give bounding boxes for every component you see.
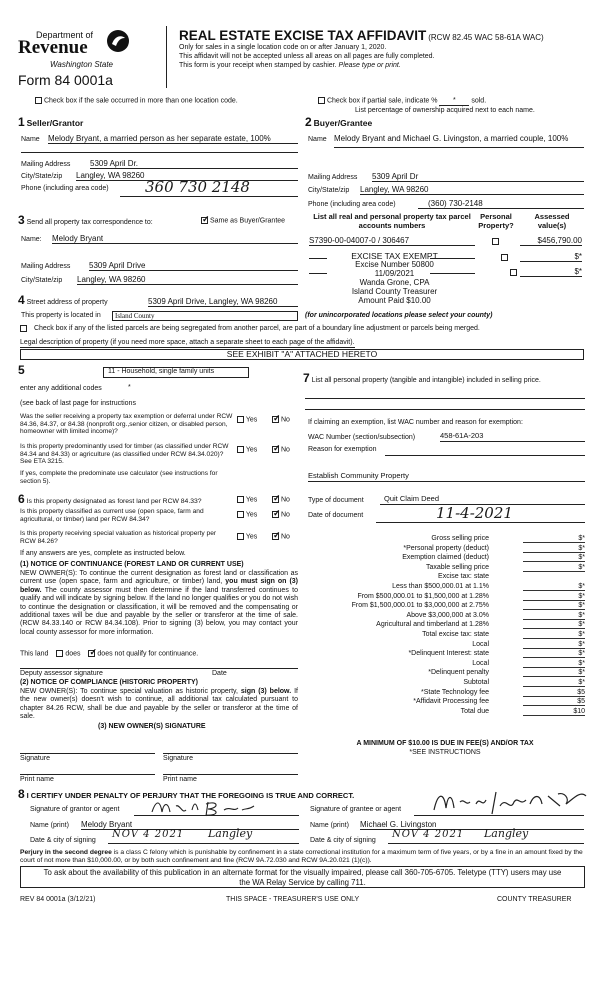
land-label: This land bbox=[20, 650, 49, 658]
street-label: Street address of property bbox=[26, 299, 108, 306]
calc-row-value[interactable]: $* bbox=[523, 621, 585, 629]
s5-q2: Is this property predominantly used for timber (as classified under RCW 84.34 and 84.33) or agriculture (as classified under RCW 84.34.020)? See ETA 3215. bbox=[20, 443, 229, 466]
s5-q2-no-box[interactable] bbox=[272, 446, 279, 453]
buyer-city-field[interactable]: Langley, WA 98260 bbox=[360, 185, 584, 195]
partial-sale-label: Check box if partial sale, indicate % bbox=[326, 97, 438, 105]
s6-q2-yes[interactable] bbox=[237, 511, 257, 519]
new-owner-print-1-line[interactable] bbox=[20, 774, 155, 775]
new-owner-sig-1-label: Signature bbox=[20, 755, 50, 762]
grantor-name-field[interactable]: Melody Bryant bbox=[81, 820, 299, 830]
segregated-checkbox[interactable] bbox=[20, 325, 27, 332]
s6-q2-no[interactable] bbox=[272, 511, 290, 519]
grantor-date-value: NOV 4 2021 bbox=[112, 829, 185, 840]
exempt-label: If claiming an exemption, list WAC number and reason for exemption: bbox=[308, 419, 523, 426]
partial-sale-sold: sold. bbox=[471, 97, 487, 105]
calc-row-label: Local bbox=[472, 640, 489, 648]
calc-row-label: Total due bbox=[460, 707, 489, 715]
stamp-line-3: 11/09/2021 bbox=[374, 269, 415, 279]
stamp-line-2: Excise Number 50800 bbox=[355, 260, 434, 270]
calc-row-value[interactable]: $* bbox=[523, 564, 585, 572]
header-note-3-italic: Please type or print. bbox=[338, 62, 401, 69]
grantee-date-value: NOV 4 2021 bbox=[392, 829, 465, 840]
calc-row-value[interactable]: $* bbox=[523, 679, 585, 687]
calc-row-value[interactable]: $* bbox=[523, 535, 585, 543]
s5-q1-no[interactable] bbox=[272, 416, 290, 424]
s6-q2-yes-label: Yes bbox=[245, 511, 258, 519]
partial-sale-check[interactable] bbox=[318, 97, 486, 106]
grantor-sig-label: Signature of grantor or agent bbox=[30, 806, 120, 813]
notice-2-heading: (2) NOTICE OF COMPLIANCE (HISTORIC PROPERTY) bbox=[20, 679, 198, 686]
doc-type-label: Type of document bbox=[308, 497, 364, 504]
personal-prop-checkbox-2[interactable] bbox=[501, 254, 508, 261]
land-does-box[interactable] bbox=[56, 650, 63, 657]
perjury-text: is a class C felony which is punishable by confinement in a state correctional institution for a maximum term of five years, or by a fine in an amount fixed by the court of not more than $10,000.00, or by both such confinement and fine (RCW 9A.72.030 and RCW 9A.20.021 (1)(c)). bbox=[20, 849, 583, 865]
assessed-value-2[interactable]: $* bbox=[520, 252, 582, 262]
buyer-heading-label: Buyer/Grantee bbox=[313, 118, 373, 128]
legal-label: Legal description of property (if you need more space, attach a separate sheet to each page of the affidavit). bbox=[20, 339, 355, 348]
personal-prop-checkbox-1[interactable] bbox=[492, 238, 499, 245]
header-note-2: This affidavit will not be accepted unless all areas on all pages are fully completed. bbox=[179, 53, 435, 60]
grantee-sig-label: Signature of grantee or agent bbox=[310, 806, 402, 813]
calc-row-value[interactable] bbox=[523, 573, 585, 581]
new-owner-print-2-label: Print name bbox=[163, 776, 197, 783]
personal-prop-checkbox-3[interactable] bbox=[510, 269, 517, 276]
buyer-name-field[interactable]: Melody Bryant and Michael G. Livingston, a married couple, 100% bbox=[334, 134, 584, 148]
corr-name-label: Name: bbox=[21, 236, 42, 243]
stamp-line-1: EXCISE TAX EXEMPT bbox=[351, 251, 438, 261]
calc-row-label: *Affidavit Processing fee bbox=[413, 698, 489, 706]
buyer-phone-field[interactable]: (360) 730-2148 bbox=[418, 199, 584, 209]
s5-q2-no[interactable] bbox=[272, 446, 290, 454]
section-5-number: 5 bbox=[18, 363, 25, 377]
logo-state: Washington State bbox=[50, 60, 114, 69]
calc-row-label: Less than $500,000.01 at 1.1% bbox=[392, 583, 489, 590]
s6-q2-no-label: No bbox=[280, 511, 290, 519]
footer-county: COUNTY TREASURER bbox=[497, 896, 572, 903]
deputy-sig-line[interactable] bbox=[20, 668, 298, 669]
stamp-line-6: Amount Paid $10.00 bbox=[358, 295, 431, 305]
grantor-city-value: Langley bbox=[208, 827, 253, 840]
s7-line-2[interactable] bbox=[305, 409, 585, 410]
notice-2-body-b: If the new owner(s) doesn't wish to continue, all additional tax calculated pursuant to chapter 84.26 RCW, shall be due and payable by the seller or transferor at the time of sale. bbox=[20, 688, 298, 721]
certify-text: I CERTIFY UNDER PENALTY OF PERJURY THAT THE FOREGOING IS TRUE AND CORRECT. bbox=[26, 791, 355, 800]
buyer-city-label: City/State/zip bbox=[308, 187, 350, 194]
s6-q1-yes-label: Yes bbox=[245, 496, 258, 504]
calc-row-value[interactable]: $* bbox=[523, 669, 585, 677]
section-8-number: 8 bbox=[18, 787, 25, 801]
grantee-date-label: Date & city of signing bbox=[310, 837, 376, 844]
calc-row-value[interactable]: $* bbox=[523, 593, 585, 601]
partial-sale-pct[interactable]: * bbox=[439, 97, 469, 106]
corr-mail-label: Mailing Address bbox=[21, 263, 71, 270]
unincorporated-note: (for unincorporated locations please select your county) bbox=[305, 312, 493, 319]
segregated-label: Check box if any of the listed parcels are being segregated from another parcel, are part of a boundary line adjustment or parcels being merged. bbox=[33, 325, 480, 333]
parcel-col-header: List all real and personal property tax parcel accounts numbers bbox=[313, 212, 471, 230]
logo-mark-icon bbox=[106, 29, 130, 53]
land-does-not-box[interactable] bbox=[88, 650, 95, 657]
reason-line[interactable] bbox=[385, 455, 585, 456]
s5-q1-no-label: No bbox=[280, 416, 290, 424]
s7-line-1[interactable] bbox=[305, 398, 585, 399]
see-back-note: (see back of last page for instructions bbox=[20, 400, 136, 407]
correspondence-heading bbox=[18, 214, 153, 228]
street-heading bbox=[18, 294, 108, 308]
seller-name-line2 bbox=[21, 152, 298, 153]
grantee-name-label: Name (print) bbox=[310, 822, 349, 829]
corr-city-field[interactable]: Langley, WA 98260 bbox=[77, 275, 298, 285]
new-owner-print-1-label: Print name bbox=[20, 776, 54, 783]
new-owner-print-2-line[interactable] bbox=[163, 774, 298, 775]
multi-location-check[interactable] bbox=[35, 97, 238, 105]
notice-2-body bbox=[20, 688, 298, 722]
section-3-number: 3 bbox=[18, 213, 25, 227]
seller-name-field[interactable]: Melody Bryant, a married person as her separate estate, 100% bbox=[48, 134, 298, 144]
same-as-buyer-checkbox[interactable] bbox=[201, 217, 208, 224]
grantor-name-label: Name (print) bbox=[30, 822, 69, 829]
s6-q1-no-label: No bbox=[280, 496, 290, 504]
s5-q1-yes-label: Yes bbox=[245, 416, 258, 424]
page-title bbox=[179, 28, 544, 44]
s6-q2: Is this property classified as current use (open space, farm and agricultural, or timber) land per RCW 84.34? bbox=[20, 508, 204, 523]
calc-row-value[interactable]: $* bbox=[523, 612, 585, 620]
same-as-buyer-label: Same as Buyer/Grantee bbox=[209, 217, 286, 225]
new-owner-sig-1-line[interactable] bbox=[20, 753, 155, 754]
s6-q1-no[interactable] bbox=[272, 496, 290, 504]
seller-city-field[interactable]: Langley, WA 98260 bbox=[76, 171, 298, 181]
notice-1-heading: (1) NOTICE OF CONTINUANCE (FOREST LAND OR CURRENT USE) bbox=[20, 561, 244, 568]
reason-field[interactable]: Establish Community Property bbox=[308, 472, 585, 482]
s5-q1: Was the seller receiving a property tax exemption or deferral under RCW 84.36, 84.37, or 84.38 (nonprofit org.,senior citizen, or disabled person, homeowner with limited income)? bbox=[20, 413, 233, 436]
buyer-name-label: Name bbox=[308, 136, 327, 143]
wac-field[interactable]: 458-61A-203 bbox=[440, 432, 585, 442]
correspondence-label: Send all property tax correspondence to: bbox=[26, 219, 153, 226]
seller-mail-field[interactable]: 5309 April Dr. bbox=[90, 159, 298, 169]
notice-1-body-bold: you must sign on (3) below. bbox=[20, 578, 299, 594]
seller-city-label: City/State/zip bbox=[21, 173, 63, 180]
grantor-date-label: Date & city of signing bbox=[30, 837, 96, 844]
personal-col-header: Personal Property? bbox=[478, 212, 514, 230]
doc-date-label: Date of document bbox=[308, 512, 364, 519]
calc-row-value[interactable]: $* bbox=[523, 650, 585, 658]
corr-city-label: City/State/zip bbox=[21, 277, 63, 284]
multi-location-checkbox[interactable] bbox=[35, 97, 42, 104]
calc-row-label: Excise tax: state bbox=[438, 573, 489, 581]
calc-row-label: Local bbox=[472, 659, 489, 667]
s5-q1-yes[interactable] bbox=[237, 416, 257, 424]
partial-sale-checkbox[interactable] bbox=[318, 97, 325, 104]
section-2-number: 2 bbox=[305, 115, 312, 129]
s6-q1-no-box[interactable] bbox=[272, 496, 279, 503]
calc-row-label: Gross selling price bbox=[431, 535, 489, 542]
deputy-sig-label: Deputy assessor signature bbox=[20, 670, 103, 677]
s6-q3-yes-label: Yes bbox=[245, 533, 258, 541]
calc-row-label: *Delinquent penalty bbox=[428, 669, 489, 677]
s5-q1-no-box[interactable] bbox=[272, 416, 279, 423]
notice-2-body-bold: sign (3) below. bbox=[240, 688, 292, 695]
logo-dept-line: Department of bbox=[36, 30, 94, 40]
stamp-line-4: Wanda Grone, CPA bbox=[359, 277, 430, 287]
header-divider bbox=[166, 26, 167, 88]
s5-q2-yes-label: Yes bbox=[245, 446, 258, 454]
doc-type-field[interactable]: Quit Claim Deed bbox=[380, 495, 585, 505]
seller-heading-label: Seller/Grantor bbox=[26, 118, 84, 128]
s6-q1-yes-box[interactable] bbox=[237, 496, 244, 503]
additional-codes-field[interactable]: * bbox=[128, 384, 131, 391]
grantee-city-value: Langley bbox=[484, 827, 529, 840]
seller-heading bbox=[18, 116, 83, 130]
new-owner-sig-2-line[interactable] bbox=[163, 753, 298, 754]
assessed-value-3[interactable]: $* bbox=[520, 267, 582, 277]
calc-row-label: Exemption claimed (deduct) bbox=[402, 554, 489, 562]
grantee-name-field[interactable]: Michael G. Livingston bbox=[360, 820, 584, 830]
footer-rev: REV 84 0001a (3/12/21) bbox=[20, 896, 96, 903]
calc-row-label: From $1,500,000.01 to $3,000,000 at 2.75% bbox=[351, 602, 489, 610]
legal-description-field[interactable]: SEE EXHIBIT "A" ATTACHED HERETO bbox=[20, 349, 584, 360]
grantor-signature-image bbox=[150, 798, 260, 818]
s6-q3-no-box[interactable] bbox=[272, 533, 279, 540]
calc-row-value[interactable]: $5 bbox=[523, 698, 585, 706]
footer-treasurer-use: THIS SPACE - TREASURER'S USE ONLY bbox=[226, 896, 360, 903]
tax-calculation bbox=[305, 535, 585, 765]
parcel-row-3-line bbox=[309, 273, 327, 274]
section-7-number: 7 bbox=[303, 371, 310, 385]
perjury-notice bbox=[20, 849, 585, 865]
header-note-1: Only for sales in a single location code on or after January 1, 2020. bbox=[179, 44, 387, 51]
grantor-date-field[interactable] bbox=[108, 829, 299, 844]
doc-date-field[interactable]: 11-4-2021 bbox=[376, 505, 585, 523]
section-1-number: 1 bbox=[18, 115, 25, 129]
buyer-heading bbox=[305, 116, 372, 130]
s5-q2b: If yes, complete the predominate use calculator (see instructions for section 5). bbox=[20, 470, 218, 485]
buyer-phone-label: Phone (including area code) bbox=[308, 201, 396, 208]
s7-label: List all personal property (tangible and intangible) included in selling price. bbox=[311, 377, 541, 384]
calc-row-value[interactable]: $* bbox=[523, 602, 585, 610]
land-qualify bbox=[20, 650, 198, 658]
calc-row-value[interactable]: $5 bbox=[523, 689, 585, 697]
s6-q3: Is this property receiving special valuation as historical property per RCW 84.26? bbox=[20, 530, 217, 545]
calc-row-value[interactable]: $* bbox=[523, 660, 585, 668]
use-code-select[interactable]: 11 - Household, single family units bbox=[103, 367, 249, 378]
new-owner-sig-2-label: Signature bbox=[163, 755, 193, 762]
land-does-not-label: does not qualify for continuance. bbox=[97, 650, 199, 658]
parcel-row-2-line bbox=[309, 258, 327, 259]
calc-row-value[interactable]: $* bbox=[523, 641, 585, 649]
accessibility-notice: To ask about the availability of this publication in an alternate format for the visually impaired, please call 360-705-6705. Teletype (TTY) users may use the WA Relay Service by calling 711. bbox=[20, 866, 585, 888]
located-label: This property is located in bbox=[21, 312, 101, 319]
wac-label: WAC Number (section/subsection) bbox=[308, 434, 416, 441]
form-number: Form 84 0001a bbox=[18, 72, 113, 88]
s6-q2-yes-box[interactable] bbox=[237, 511, 244, 518]
calc-row-label: Agricultural and timberland at 1.28% bbox=[376, 621, 489, 629]
header-note-3 bbox=[179, 62, 401, 70]
minimum-due-note: A MINIMUM OF $10.00 IS DUE IN FEE(S) AND/OR TAX bbox=[356, 740, 534, 747]
s5-q2-yes-box[interactable] bbox=[237, 446, 244, 453]
grantee-signature-image bbox=[430, 786, 590, 816]
notice-3-heading: (3) NEW OWNER(S) SIGNATURE bbox=[98, 723, 206, 730]
section-4-number: 4 bbox=[18, 293, 25, 307]
s6-q2-no-box[interactable] bbox=[272, 511, 279, 518]
calc-row-label: *Delinquent Interest: state bbox=[408, 650, 489, 658]
land-does-label: does bbox=[65, 650, 81, 658]
s6-q1 bbox=[18, 493, 202, 507]
notice-1-body bbox=[20, 570, 298, 637]
calc-row-label: Subtotal bbox=[463, 679, 489, 686]
s6-q1-text: Is this property designated as forest land per RCW 84.33? bbox=[26, 498, 202, 505]
any-yes-note: If any answers are yes, complete as instructed below. bbox=[20, 550, 186, 557]
s6-q3-no[interactable] bbox=[272, 533, 290, 541]
street-address-field[interactable]: 5309 April Drive, Langley, WA 98260 bbox=[148, 297, 298, 307]
assessed-value-1[interactable]: $456,790.00 bbox=[520, 236, 582, 246]
notice-1-body-a: NEW OWNER(S): To continue the current designation as forest land or classification as current use (open space, farm and agriculture, or timber) land, bbox=[20, 570, 298, 586]
s6-q3-yes-box[interactable] bbox=[237, 533, 244, 540]
section-6-number: 6 bbox=[18, 492, 25, 506]
calc-row-value[interactable]: $* bbox=[523, 583, 585, 591]
header-note-3-text: This form is your receipt when stamped by cashier. bbox=[179, 62, 337, 69]
calc-row-label: From $500,000.01 to $1,500,000 at 1.28% bbox=[357, 592, 489, 600]
corr-name-field[interactable]: Melody Bryant bbox=[52, 234, 298, 244]
s6-q3-yes[interactable] bbox=[237, 533, 257, 541]
perjury-bold: Perjury in the second degree bbox=[20, 849, 112, 856]
additional-codes-label: enter any additional codes bbox=[20, 385, 102, 392]
buyer-mail-field[interactable]: 5309 April Dr bbox=[372, 172, 584, 182]
calc-row-label: Taxable selling price bbox=[425, 563, 489, 571]
parcel-row-2-line-b bbox=[430, 258, 475, 259]
segregated-check[interactable] bbox=[20, 325, 480, 333]
calc-row-label: Above $3,000,000 at 3.0% bbox=[406, 611, 489, 619]
stamp-line-5: Island County Treasurer bbox=[351, 286, 438, 296]
title-text: REAL ESTATE EXCISE TAX AFFIDAVIT bbox=[179, 28, 427, 43]
calc-row-label: *State Technology fee bbox=[421, 688, 489, 696]
reason-label: Reason for exemption bbox=[308, 446, 377, 453]
calc-row-value[interactable]: $* bbox=[523, 554, 585, 562]
buyer-mail-label: Mailing Address bbox=[308, 174, 358, 181]
seller-name-label: Name bbox=[21, 136, 40, 143]
dor-logo bbox=[18, 25, 133, 70]
grantee-date-field[interactable] bbox=[388, 829, 584, 844]
calc-row-value[interactable]: $* bbox=[523, 545, 585, 553]
assessed-col-header: Assessed value(s) bbox=[534, 212, 570, 230]
seller-phone-field[interactable]: 360 730 2148 bbox=[120, 179, 298, 197]
seller-phone-label: Phone (including area code) bbox=[21, 185, 109, 192]
multi-location-label: Check box if the sale occurred in more than one location code. bbox=[43, 97, 238, 105]
title-rcw: (RCW 82.45 WAC 58-61A WAC) bbox=[428, 33, 544, 42]
s6-q3-no-label: No bbox=[280, 533, 290, 541]
s5-q1-yes-box[interactable] bbox=[237, 416, 244, 423]
partial-sale-note: List percentage of ownership acquired next to each name. bbox=[355, 107, 535, 114]
excise-stamp bbox=[312, 252, 477, 305]
s5-q2-no-label: No bbox=[280, 446, 290, 454]
see-instructions-note: *SEE INSTRUCTIONS bbox=[409, 749, 481, 756]
parcel-row-3-line-b bbox=[430, 273, 475, 274]
corr-mail-field[interactable]: 5309 April Drive bbox=[89, 261, 298, 271]
notice-1-body-b: The county assessor must then determine if the land transferred continues to qualify and will indicate by signing below. If the land no longer qualifies or you do not wish to continue the designation or classification, it will be removed and the compensating or additional taxes will be due and payable by the seller or transferor at the time of sale. (RCW 84.33.140 or RCW 84.34.108). Prior to signing (3) below, you may contact your local county assessor for more information. bbox=[20, 586, 298, 636]
calc-row-label: *Personal property (deduct) bbox=[403, 544, 489, 552]
s5-q2-yes[interactable] bbox=[237, 446, 257, 454]
seller-mail-label: Mailing Address bbox=[21, 161, 71, 168]
county-select[interactable]: Island County bbox=[112, 311, 298, 321]
s7-heading bbox=[303, 372, 585, 386]
calc-row-value[interactable]: $10 bbox=[523, 708, 585, 716]
notice-2-body-a: NEW OWNER(S): To continue special valuation as historic property, bbox=[20, 688, 238, 695]
same-as-buyer[interactable] bbox=[201, 217, 285, 225]
deputy-date-label: Date bbox=[212, 670, 227, 677]
logo-revenue: Revenue bbox=[18, 37, 88, 58]
parcel-row-1[interactable]: S7390-00-04007-0 / 306467 bbox=[309, 236, 475, 246]
calc-row-value[interactable]: $* bbox=[523, 631, 585, 639]
calc-row-label: Total excise tax: state bbox=[422, 631, 489, 638]
s6-q1-yes[interactable] bbox=[237, 496, 257, 504]
